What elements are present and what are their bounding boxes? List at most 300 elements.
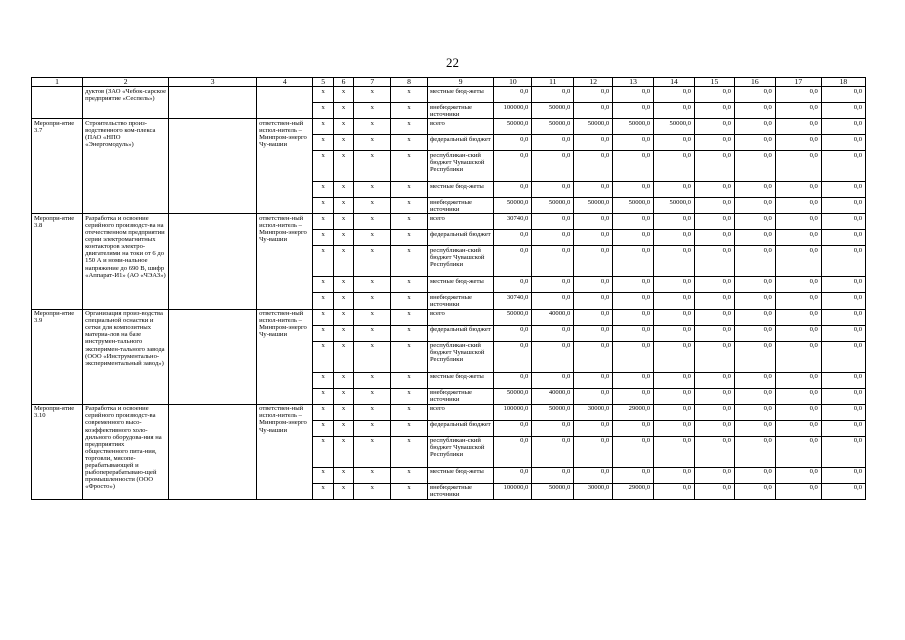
amount-cell: 0,0	[494, 467, 532, 483]
amount-cell: 0,0	[654, 309, 695, 325]
amount-cell: 50000,0	[613, 119, 654, 135]
amount-cell: 0,0	[532, 214, 574, 230]
amount-cell: 50000,0	[532, 103, 574, 119]
amount-cell: 0,0	[821, 420, 865, 436]
amount-cell: 0,0	[694, 436, 734, 467]
amount-cell: 30000,0	[574, 483, 613, 499]
amount-cell: 0,0	[734, 467, 775, 483]
amount-cell: 0,0	[654, 388, 695, 404]
x-mark: x	[313, 135, 333, 151]
funding-source: федеральный бюджет	[427, 420, 494, 436]
amount-cell: 0,0	[694, 388, 734, 404]
amount-cell: 0,0	[734, 87, 775, 103]
amount-cell: 0,0	[613, 135, 654, 151]
amount-cell: 0,0	[821, 388, 865, 404]
x-mark: x	[354, 119, 391, 135]
amount-cell: 0,0	[694, 483, 734, 499]
amount-cell: 30000,0	[574, 404, 613, 420]
amount-cell: 0,0	[775, 436, 821, 467]
responsible: ответствен-ный испол-нитель – Минпром-энерго Чу-вашии	[257, 119, 313, 214]
amount-cell: 0,0	[613, 467, 654, 483]
x-mark: x	[354, 277, 391, 293]
empty-cell	[169, 119, 257, 214]
amount-cell: 0,0	[821, 198, 865, 214]
x-mark: x	[391, 309, 428, 325]
amount-cell: 0,0	[734, 135, 775, 151]
header-cell: 16	[734, 78, 775, 87]
amount-cell: 0,0	[694, 293, 734, 309]
amount-cell: 0,0	[494, 277, 532, 293]
x-mark: x	[391, 230, 428, 246]
x-mark: x	[354, 230, 391, 246]
amount-cell: 0,0	[734, 420, 775, 436]
amount-cell: 0,0	[775, 198, 821, 214]
amount-cell: 0,0	[775, 182, 821, 198]
header-cell: 6	[333, 78, 353, 87]
x-mark: x	[333, 341, 353, 372]
amount-cell: 0,0	[734, 119, 775, 135]
x-mark: x	[313, 119, 333, 135]
amount-cell: 0,0	[613, 246, 654, 277]
amount-cell: 0,0	[694, 341, 734, 372]
amount-cell: 0,0	[821, 214, 865, 230]
table-body	[32, 87, 866, 500]
x-mark: x	[333, 388, 353, 404]
header-cell: 11	[532, 78, 574, 87]
amount-cell: 0,0	[694, 119, 734, 135]
x-mark: x	[391, 372, 428, 388]
amount-cell: 0,0	[494, 436, 532, 467]
amount-cell: 0,0	[613, 325, 654, 341]
funding-source: внебюджетные источники	[427, 198, 494, 214]
amount-cell: 0,0	[574, 467, 613, 483]
amount-cell: 0,0	[694, 151, 734, 182]
measure-id: Меропри-ятие 3.7	[32, 119, 83, 214]
amount-cell: 0,0	[613, 420, 654, 436]
x-mark: x	[354, 135, 391, 151]
header-cell: 15	[694, 78, 734, 87]
amount-cell: 0,0	[734, 404, 775, 420]
x-mark: x	[333, 119, 353, 135]
x-mark: x	[313, 151, 333, 182]
amount-cell: 0,0	[532, 151, 574, 182]
x-mark: x	[391, 151, 428, 182]
amount-cell: 50000,0	[532, 404, 574, 420]
amount-cell: 0,0	[494, 420, 532, 436]
x-mark: x	[354, 436, 391, 467]
amount-cell: 0,0	[613, 214, 654, 230]
amount-cell: 0,0	[821, 293, 865, 309]
amount-cell: 50000,0	[613, 198, 654, 214]
amount-cell: 0,0	[821, 230, 865, 246]
amount-cell: 0,0	[654, 277, 695, 293]
amount-cell: 0,0	[694, 214, 734, 230]
amount-cell: 0,0	[532, 182, 574, 198]
amount-cell: 0,0	[654, 436, 695, 467]
x-mark: x	[391, 246, 428, 277]
x-mark: x	[333, 198, 353, 214]
header-cell: 14	[654, 78, 695, 87]
amount-cell: 0,0	[532, 467, 574, 483]
amount-cell: 0,0	[654, 372, 695, 388]
x-mark: x	[333, 87, 353, 103]
amount-cell: 0,0	[654, 420, 695, 436]
x-mark: x	[333, 151, 353, 182]
amount-cell: 50000,0	[654, 119, 695, 135]
amount-cell: 0,0	[574, 436, 613, 467]
amount-cell: 0,0	[654, 103, 695, 119]
funding-source: внебюджетные источники	[427, 103, 494, 119]
amount-cell: 0,0	[494, 87, 532, 103]
amount-cell: 0,0	[574, 277, 613, 293]
x-mark: x	[391, 483, 428, 499]
amount-cell: 0,0	[574, 103, 613, 119]
amount-cell: 0,0	[574, 246, 613, 277]
responsible: ответствен-ный испол-нитель – Минпром-энерго Чу-вашии	[257, 214, 313, 309]
amount-cell: 0,0	[821, 436, 865, 467]
x-mark: x	[354, 325, 391, 341]
x-mark: x	[354, 198, 391, 214]
x-mark: x	[313, 293, 333, 309]
page-number: 22	[446, 55, 459, 70]
amount-cell: 0,0	[494, 151, 532, 182]
amount-cell: 29000,0	[613, 483, 654, 499]
x-mark: x	[333, 103, 353, 119]
amount-cell: 0,0	[613, 309, 654, 325]
x-mark: x	[333, 182, 353, 198]
x-mark: x	[313, 325, 333, 341]
x-mark: x	[354, 103, 391, 119]
x-mark: x	[333, 372, 353, 388]
amount-cell: 0,0	[775, 309, 821, 325]
x-mark: x	[391, 467, 428, 483]
amount-cell: 0,0	[654, 230, 695, 246]
amount-cell: 0,0	[775, 87, 821, 103]
amount-cell: 0,0	[821, 467, 865, 483]
x-mark: x	[313, 182, 333, 198]
amount-cell: 0,0	[654, 483, 695, 499]
x-mark: x	[313, 436, 333, 467]
x-mark: x	[333, 404, 353, 420]
x-mark: x	[391, 214, 428, 230]
amount-cell: 0,0	[694, 87, 734, 103]
x-mark: x	[313, 309, 333, 325]
amount-cell: 30740,0	[494, 293, 532, 309]
amount-cell: 0,0	[734, 341, 775, 372]
amount-cell: 0,0	[574, 293, 613, 309]
x-mark: x	[333, 483, 353, 499]
x-mark: x	[391, 198, 428, 214]
amount-cell: 0,0	[775, 230, 821, 246]
amount-cell: 0,0	[613, 372, 654, 388]
amount-cell: 0,0	[775, 404, 821, 420]
amount-cell: 0,0	[775, 467, 821, 483]
amount-cell: 0,0	[613, 103, 654, 119]
x-mark: x	[391, 293, 428, 309]
measure-name: Организация произ-водства специальной оснастки и сетки для композитных материа-лов на базе инструмен-тального эксперимен-тального завода (ООО «Инструментально-экспериментальный завод»)	[83, 309, 169, 404]
x-mark: x	[333, 230, 353, 246]
amount-cell: 0,0	[694, 309, 734, 325]
amount-cell: 50000,0	[532, 119, 574, 135]
x-mark: x	[391, 420, 428, 436]
header-cell: 2	[83, 78, 169, 87]
amount-cell: 0,0	[574, 87, 613, 103]
funding-source: местные бюд-жеты	[427, 182, 494, 198]
amount-cell: 0,0	[532, 293, 574, 309]
amount-cell: 50000,0	[494, 309, 532, 325]
amount-cell: 0,0	[654, 151, 695, 182]
amount-cell: 50000,0	[532, 483, 574, 499]
header-cell: 9	[427, 78, 494, 87]
amount-cell: 0,0	[694, 325, 734, 341]
x-mark: x	[313, 420, 333, 436]
x-mark: x	[333, 293, 353, 309]
amount-cell: 0,0	[734, 436, 775, 467]
amount-cell: 0,0	[821, 483, 865, 499]
x-mark: x	[391, 404, 428, 420]
measure-id	[32, 87, 83, 119]
x-mark: x	[391, 119, 428, 135]
amount-cell: 0,0	[654, 404, 695, 420]
amount-cell: 0,0	[821, 309, 865, 325]
amount-cell: 0,0	[734, 246, 775, 277]
amount-cell: 0,0	[775, 420, 821, 436]
amount-cell: 0,0	[694, 135, 734, 151]
amount-cell: 50000,0	[574, 119, 613, 135]
amount-cell: 0,0	[613, 277, 654, 293]
x-mark: x	[354, 87, 391, 103]
table-row	[32, 87, 866, 103]
amount-cell: 0,0	[821, 325, 865, 341]
funding-source: местные бюд-жеты	[427, 87, 494, 103]
funding-source: всего	[427, 309, 494, 325]
amount-cell: 0,0	[613, 293, 654, 309]
x-mark: x	[354, 246, 391, 277]
amount-cell: 0,0	[532, 341, 574, 372]
amount-cell: 0,0	[613, 388, 654, 404]
x-mark: x	[354, 214, 391, 230]
amount-cell: 0,0	[775, 325, 821, 341]
funding-source: всего	[427, 404, 494, 420]
header-cell: 12	[574, 78, 613, 87]
x-mark: x	[313, 483, 333, 499]
x-mark: x	[313, 103, 333, 119]
empty-cell	[169, 87, 257, 119]
x-mark: x	[333, 436, 353, 467]
header-cell: 1	[32, 78, 83, 87]
funding-source: республикан-ский бюджет Чувашской Республики	[427, 436, 494, 467]
header-cell: 13	[613, 78, 654, 87]
amount-cell: 0,0	[574, 420, 613, 436]
amount-cell: 0,0	[613, 151, 654, 182]
x-mark: x	[391, 277, 428, 293]
funding-source: всего	[427, 119, 494, 135]
amount-cell: 0,0	[613, 436, 654, 467]
amount-cell: 0,0	[734, 483, 775, 499]
amount-cell: 50000,0	[654, 198, 695, 214]
measure-name: Разработка и освоение серийного производст-ва на отечественном предприятии серии электромагнитных контакторов электро-двигателями на токи от 6 до 150 А и номи-нальное напряжение до 690 В, шифр «Аппарат-И1» (АО «ЧЭАЗ»)	[83, 214, 169, 309]
measure-name: дуктов (ЗАО «Чебок-сарское предприятие «Сеспель»)	[83, 87, 169, 119]
amount-cell: 50000,0	[494, 119, 532, 135]
amount-cell: 0,0	[821, 246, 865, 277]
x-mark: x	[354, 388, 391, 404]
x-mark: x	[354, 293, 391, 309]
amount-cell: 0,0	[694, 230, 734, 246]
amount-cell: 0,0	[613, 87, 654, 103]
amount-cell: 0,0	[654, 214, 695, 230]
amount-cell: 0,0	[734, 214, 775, 230]
amount-cell: 0,0	[821, 372, 865, 388]
amount-cell: 0,0	[694, 103, 734, 119]
amount-cell: 0,0	[775, 372, 821, 388]
measure-id: Меропри-ятие 3.9	[32, 309, 83, 404]
amount-cell: 0,0	[734, 230, 775, 246]
budget-table	[31, 77, 866, 500]
amount-cell: 0,0	[734, 293, 775, 309]
amount-cell: 0,0	[532, 277, 574, 293]
amount-cell: 0,0	[734, 325, 775, 341]
amount-cell: 0,0	[574, 214, 613, 230]
amount-cell: 0,0	[821, 182, 865, 198]
measure-id: Меропри-ятие 3.10	[32, 404, 83, 499]
amount-cell: 0,0	[574, 230, 613, 246]
x-mark: x	[313, 404, 333, 420]
header-cell: 5	[313, 78, 333, 87]
x-mark: x	[313, 198, 333, 214]
header-cell: 18	[821, 78, 865, 87]
x-mark: x	[333, 420, 353, 436]
amount-cell: 50000,0	[494, 198, 532, 214]
x-mark: x	[313, 341, 333, 372]
amount-cell: 0,0	[574, 182, 613, 198]
amount-cell: 0,0	[694, 182, 734, 198]
amount-cell: 0,0	[821, 103, 865, 119]
table-row	[32, 119, 866, 135]
amount-cell: 0,0	[734, 277, 775, 293]
x-mark: x	[354, 309, 391, 325]
amount-cell: 0,0	[494, 230, 532, 246]
amount-cell: 0,0	[494, 341, 532, 372]
amount-cell: 0,0	[613, 230, 654, 246]
amount-cell: 0,0	[654, 135, 695, 151]
amount-cell: 0,0	[694, 277, 734, 293]
amount-cell: 0,0	[734, 103, 775, 119]
amount-cell: 0,0	[654, 246, 695, 277]
amount-cell: 0,0	[775, 341, 821, 372]
funding-source: федеральный бюджет	[427, 230, 494, 246]
amount-cell: 100000,0	[494, 103, 532, 119]
x-mark: x	[391, 103, 428, 119]
amount-cell: 0,0	[734, 309, 775, 325]
amount-cell: 0,0	[775, 135, 821, 151]
x-mark: x	[391, 325, 428, 341]
amount-cell: 0,0	[654, 341, 695, 372]
empty-cell	[169, 214, 257, 309]
x-mark: x	[391, 436, 428, 467]
empty-cell	[169, 404, 257, 499]
amount-cell: 0,0	[821, 404, 865, 420]
funding-source: внебюджетные источники	[427, 388, 494, 404]
funding-source: республикан-ский бюджет Чувашской Республики	[427, 341, 494, 372]
funding-source: местные бюд-жеты	[427, 467, 494, 483]
funding-source: местные бюд-жеты	[427, 372, 494, 388]
responsible: ответствен-ный испол-нитель – Минпром-энерго Чу-вашии	[257, 404, 313, 499]
amount-cell: 0,0	[532, 372, 574, 388]
x-mark: x	[333, 214, 353, 230]
funding-source: республикан-ский бюджет Чувашской Республики	[427, 246, 494, 277]
header-row	[32, 78, 866, 87]
table-row	[32, 404, 866, 420]
x-mark: x	[333, 246, 353, 277]
amount-cell: 0,0	[654, 182, 695, 198]
funding-source: внебюджетные источники	[427, 293, 494, 309]
amount-cell: 0,0	[574, 309, 613, 325]
x-mark: x	[313, 230, 333, 246]
amount-cell: 0,0	[654, 467, 695, 483]
empty-cell	[169, 309, 257, 404]
funding-source: республикан-ский бюджет Чувашской Республики	[427, 151, 494, 182]
header-cell: 8	[391, 78, 428, 87]
amount-cell: 0,0	[694, 198, 734, 214]
x-mark: x	[354, 341, 391, 372]
amount-cell: 0,0	[494, 246, 532, 277]
amount-cell: 0,0	[494, 372, 532, 388]
amount-cell: 0,0	[775, 388, 821, 404]
amount-cell: 0,0	[775, 483, 821, 499]
amount-cell: 0,0	[734, 372, 775, 388]
amount-cell: 0,0	[821, 277, 865, 293]
amount-cell: 0,0	[734, 182, 775, 198]
table-row	[32, 214, 866, 230]
amount-cell: 40000,0	[532, 388, 574, 404]
responsible	[257, 87, 313, 119]
amount-cell: 0,0	[574, 372, 613, 388]
amount-cell: 0,0	[821, 151, 865, 182]
x-mark: x	[333, 135, 353, 151]
amount-cell: 40000,0	[532, 309, 574, 325]
x-mark: x	[391, 182, 428, 198]
x-mark: x	[354, 372, 391, 388]
measure-name: Разработка и освоение серийного производст-ва современного высо-коэффективного холо-дильного оборудова-ния на предприятиях общественного пита-ния, торговли, мясопе-рерабатывающей и рыбоперерабатываю-щей промышленности (ООО «Фросто»)	[83, 404, 169, 499]
x-mark: x	[391, 135, 428, 151]
x-mark: x	[354, 467, 391, 483]
x-mark: x	[354, 151, 391, 182]
amount-cell: 0,0	[532, 87, 574, 103]
amount-cell: 0,0	[694, 404, 734, 420]
x-mark: x	[354, 483, 391, 499]
measure-name: Строительство произ-водственного ком-плекса (ПАО «НПО «Энергомодуль»)	[83, 119, 169, 214]
amount-cell: 0,0	[574, 325, 613, 341]
amount-cell: 0,0	[775, 246, 821, 277]
amount-cell: 0,0	[775, 214, 821, 230]
x-mark: x	[313, 467, 333, 483]
amount-cell: 0,0	[494, 325, 532, 341]
amount-cell: 0,0	[574, 341, 613, 372]
funding-source: федеральный бюджет	[427, 135, 494, 151]
amount-cell: 0,0	[574, 388, 613, 404]
x-mark: x	[391, 341, 428, 372]
amount-cell: 0,0	[775, 103, 821, 119]
responsible: ответствен-ный испол-нитель – Минпром-энерго Чу-вашии	[257, 309, 313, 404]
amount-cell: 0,0	[494, 182, 532, 198]
amount-cell: 0,0	[821, 135, 865, 151]
x-mark: x	[333, 467, 353, 483]
x-mark: x	[391, 388, 428, 404]
x-mark: x	[313, 372, 333, 388]
x-mark: x	[313, 87, 333, 103]
table-row	[32, 309, 866, 325]
amount-cell: 0,0	[734, 151, 775, 182]
